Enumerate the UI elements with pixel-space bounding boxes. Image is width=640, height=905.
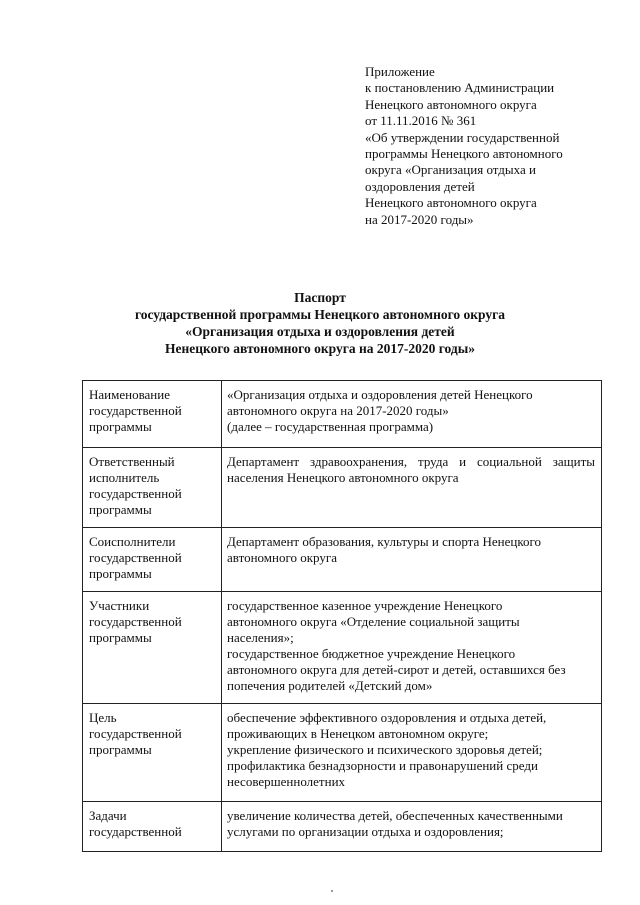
value-line: обеспечение эффективного оздоровления и отдыха детей, bbox=[227, 710, 547, 725]
row-value bbox=[222, 528, 602, 592]
label-line: исполнитель bbox=[89, 470, 160, 485]
table-row bbox=[83, 448, 602, 528]
table-row bbox=[83, 802, 602, 852]
value-line: автономного округа bbox=[227, 550, 337, 565]
value-line: Департамент образования, культуры и спорта Ненецкого bbox=[227, 534, 542, 549]
appendix-line: оздоровления детей bbox=[365, 178, 475, 194]
table-row bbox=[83, 381, 602, 448]
value-line: автономного округа на 2017-2020 годы» bbox=[227, 403, 449, 418]
table-row bbox=[83, 592, 602, 704]
row-value bbox=[222, 448, 602, 528]
row-value bbox=[222, 381, 602, 448]
label-line: программы bbox=[89, 502, 152, 517]
label-line: государственной bbox=[89, 614, 182, 629]
title-line: государственной программы Ненецкого автономного округа bbox=[134, 307, 506, 322]
label-line: Ответственный bbox=[89, 454, 175, 469]
value-line: государственное бюджетное учреждение Ненецкого bbox=[227, 646, 516, 661]
value-line: населения Ненецкого автономного округа bbox=[227, 470, 459, 485]
value-line: укрепление физического и психического здоровья детей; bbox=[227, 742, 543, 757]
title-line: Ненецкого автономного округа на 2017-2020 годы» bbox=[164, 341, 476, 356]
value-line: (далее – государственная программа) bbox=[227, 419, 434, 434]
title-line: «Организация отдыха и оздоровления детей bbox=[185, 324, 455, 339]
appendix-line: Приложение bbox=[365, 64, 435, 79]
value-line: Департамент здравоохранения, труда и социальной защиты bbox=[227, 454, 595, 469]
label-line: Задачи bbox=[89, 808, 127, 823]
scan-speck bbox=[331, 890, 333, 892]
value-line: «Организация отдыха и оздоровления детей Ненецкого bbox=[227, 387, 533, 402]
value-line: услугами по организации отдыха и оздоровления; bbox=[227, 824, 504, 839]
passport-table bbox=[82, 380, 602, 852]
appendix-line: программы Ненецкого автономного bbox=[365, 146, 563, 162]
row-value bbox=[222, 704, 602, 802]
value-line: населения»; bbox=[227, 630, 294, 645]
value-line: увеличение количества детей, обеспеченных качественными bbox=[227, 808, 563, 823]
value-line: проживающих в Ненецком автономном округе; bbox=[227, 726, 489, 741]
label-line: Соисполнители bbox=[89, 534, 176, 549]
row-label bbox=[83, 448, 222, 528]
row-value bbox=[222, 802, 602, 852]
row-value bbox=[222, 592, 602, 704]
label-line: государственной bbox=[89, 824, 182, 839]
row-label bbox=[83, 381, 222, 448]
title-line: Паспорт bbox=[294, 290, 346, 305]
label-line: программы bbox=[89, 566, 152, 581]
label-line: государственной bbox=[89, 550, 182, 565]
value-line: попечения родителей «Детский дом» bbox=[227, 678, 433, 693]
row-label bbox=[83, 704, 222, 802]
row-label bbox=[83, 528, 222, 592]
row-label bbox=[83, 592, 222, 704]
label-line: Цель bbox=[89, 710, 117, 725]
table-row bbox=[83, 528, 602, 592]
document-title bbox=[0, 289, 640, 357]
label-line: программы bbox=[89, 742, 152, 757]
value-line: государственное казенное учреждение Ненецкого bbox=[227, 598, 503, 613]
value-line: профилактика безнадзорности и правонарушений среди bbox=[227, 758, 538, 773]
appendix-line: округа «Организация отдыха и bbox=[365, 162, 536, 178]
appendix-line: к постановлению Администрации bbox=[365, 80, 555, 96]
appendix-header bbox=[365, 64, 625, 228]
value-line: несовершеннолетних bbox=[227, 774, 346, 789]
appendix-line: Ненецкого автономного округа bbox=[365, 195, 537, 211]
appendix-line: на 2017-2020 годы» bbox=[365, 211, 474, 227]
label-line: Участники bbox=[89, 598, 150, 613]
label-line: программы bbox=[89, 419, 152, 434]
label-line: Наименование bbox=[89, 387, 170, 402]
label-line: государственной bbox=[89, 403, 182, 418]
appendix-line: от 11.11.2016 № 361 bbox=[365, 113, 477, 129]
appendix-line: «Об утверждении государственной bbox=[365, 129, 560, 145]
value-line: автономного округа «Отделение социальной защиты bbox=[227, 614, 520, 629]
label-line: государственной bbox=[89, 486, 182, 501]
appendix-line: Ненецкого автономного округа bbox=[365, 96, 537, 112]
value-line: автономного округа для детей-сирот и детей, оставшихся без bbox=[227, 662, 566, 677]
table-row bbox=[83, 704, 602, 802]
row-label bbox=[83, 802, 222, 852]
label-line: программы bbox=[89, 630, 152, 645]
label-line: государственной bbox=[89, 726, 182, 741]
